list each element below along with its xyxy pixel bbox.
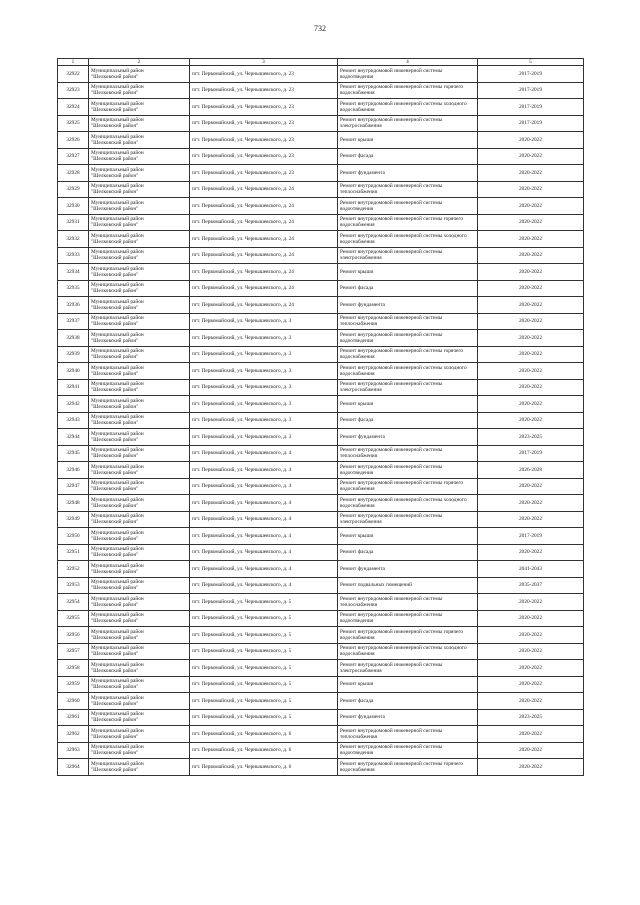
work-type-cell: Ремонт внутридомовой инженерной системы теплоснабжения	[338, 181, 478, 198]
district-cell: Муниципальный район "Шелковский район"	[89, 676, 190, 693]
address-cell: пгт. Первомайский, ул. Чернышевского, д. 5	[190, 627, 338, 644]
period-cell: 2020-2022	[478, 132, 584, 149]
period-cell: 2041-2043	[478, 561, 584, 578]
address-cell: пгт. Первомайский, ул. Чернышевского, д. 4	[190, 511, 338, 528]
period-cell: 2020-2022	[478, 346, 584, 363]
work-type-cell: Ремонт внутридомовой инженерной системы водоотведения	[338, 462, 478, 479]
district-cell: Муниципальный район "Шелковский район"	[89, 231, 190, 248]
table-row	[58, 577, 584, 594]
district-cell: Муниципальный район "Шелковский район"	[89, 148, 190, 165]
district-cell: Муниципальный район "Шелковский район"	[89, 264, 190, 281]
work-type-cell: Ремонт фасада	[338, 544, 478, 561]
address-cell: пгт. Первомайский, ул. Чернышевского, д. 4	[190, 478, 338, 495]
period-cell: 2020-2022	[478, 594, 584, 611]
table-row	[58, 363, 584, 380]
period-cell: 2020-2022	[478, 214, 584, 231]
period-cell: 2020-2022	[478, 165, 584, 182]
row-number: 32945	[58, 445, 89, 462]
period-cell: 2023-2025	[478, 709, 584, 726]
address-cell: пгт. Первомайский, ул. Чернышевского, д. 24	[190, 297, 338, 314]
period-cell: 2020-2022	[478, 231, 584, 248]
period-cell: 2020-2022	[478, 363, 584, 380]
address-cell: пгт. Первомайский, ул. Чернышевского, д. 6	[190, 726, 338, 743]
row-number: 32924	[58, 99, 89, 116]
work-type-cell: Ремонт фасада	[338, 148, 478, 165]
address-cell: пгт. Первомайский, ул. Чернышевского, д. 4	[190, 528, 338, 545]
address-cell: пгт. Первомайский, ул. Чернышевского, д. 23	[190, 132, 338, 149]
table-row	[58, 330, 584, 347]
work-type-cell: Ремонт крыши	[338, 264, 478, 281]
period-cell: 2026-2028	[478, 462, 584, 479]
column-header: 2	[89, 59, 190, 66]
row-number: 32951	[58, 544, 89, 561]
district-cell: Муниципальный район "Шелковский район"	[89, 478, 190, 495]
table-row	[58, 115, 584, 132]
address-cell: пгт. Первомайский, ул. Чернышевского, д. 3	[190, 412, 338, 429]
table-row	[58, 429, 584, 446]
period-cell: 2020-2022	[478, 676, 584, 693]
work-type-cell: Ремонт внутридомовой инженерной системы холодного водоснабжения	[338, 363, 478, 380]
table-row	[58, 742, 584, 759]
address-cell: пгт. Первомайский, ул. Чернышевского, д. 3	[190, 346, 338, 363]
table-row	[58, 379, 584, 396]
district-cell: Муниципальный район "Шелковский район"	[89, 693, 190, 710]
row-number: 32958	[58, 660, 89, 677]
address-cell: пгт. Первомайский, ул. Чернышевского, д. 24	[190, 231, 338, 248]
table-row	[58, 462, 584, 479]
period-cell: 2020-2022	[478, 280, 584, 297]
row-number: 32931	[58, 214, 89, 231]
table-row	[58, 709, 584, 726]
table-row	[58, 313, 584, 330]
district-cell: Муниципальный район "Шелковский район"	[89, 313, 190, 330]
period-cell: 2020-2022	[478, 198, 584, 215]
work-type-cell: Ремонт подвальных помещений	[338, 577, 478, 594]
address-cell: пгт. Первомайский, ул. Чернышевского, д. 24	[190, 280, 338, 297]
period-cell: 2020-2022	[478, 379, 584, 396]
district-cell: Муниципальный район "Шелковский район"	[89, 132, 190, 149]
table-row	[58, 594, 584, 611]
table-row	[58, 726, 584, 743]
table-row	[58, 396, 584, 413]
address-cell: пгт. Первомайский, ул. Чернышевского, д. 5	[190, 594, 338, 611]
work-type-cell: Ремонт внутридомовой инженерной системы электроснабжения	[338, 511, 478, 528]
row-number: 32963	[58, 742, 89, 759]
district-cell: Муниципальный район "Шелковский район"	[89, 198, 190, 215]
district-cell: Муниципальный район "Шелковский район"	[89, 511, 190, 528]
district-cell: Муниципальный район "Шелковский район"	[89, 594, 190, 611]
work-type-cell: Ремонт внутридомовой инженерной системы электроснабжения	[338, 660, 478, 677]
table-row	[58, 181, 584, 198]
address-cell: пгт. Первомайский, ул. Чернышевского, д. 4	[190, 577, 338, 594]
column-header: 5	[478, 59, 584, 66]
period-cell: 2020-2022	[478, 627, 584, 644]
period-cell: 2020-2022	[478, 610, 584, 627]
row-number: 32948	[58, 495, 89, 512]
period-cell: 2020-2022	[478, 330, 584, 347]
address-cell: пгт. Первомайский, ул. Чернышевского, д. 6	[190, 742, 338, 759]
district-cell: Муниципальный район "Шелковский район"	[89, 115, 190, 132]
work-type-cell: Ремонт фундамента	[338, 561, 478, 578]
table-header-row	[58, 59, 584, 66]
table-row	[58, 759, 584, 776]
work-type-cell: Ремонт внутридомовой инженерной системы водоотведения	[338, 66, 478, 83]
work-type-cell: Ремонт фасада	[338, 412, 478, 429]
district-cell: Муниципальный район "Шелковский район"	[89, 247, 190, 264]
district-cell: Муниципальный район "Шелковский район"	[89, 412, 190, 429]
district-cell: Муниципальный район "Шелковский район"	[89, 544, 190, 561]
page-number: 732	[314, 24, 326, 33]
address-cell: пгт. Первомайский, ул. Чернышевского, д. 23	[190, 82, 338, 99]
row-number: 32944	[58, 429, 89, 446]
period-cell: 2020-2022	[478, 742, 584, 759]
district-cell: Муниципальный район "Шелковский район"	[89, 346, 190, 363]
table-row	[58, 148, 584, 165]
work-type-cell: Ремонт внутридомовой инженерной системы водоотведения	[338, 742, 478, 759]
address-cell: пгт. Первомайский, ул. Чернышевского, д. 4	[190, 445, 338, 462]
row-number: 32940	[58, 363, 89, 380]
table-row	[58, 99, 584, 116]
period-cell: 2020-2022	[478, 412, 584, 429]
table-row	[58, 231, 584, 248]
address-cell: пгт. Первомайский, ул. Чернышевского, д. 24	[190, 264, 338, 281]
district-cell: Муниципальный район "Шелковский район"	[89, 396, 190, 413]
column-header: 1	[58, 59, 89, 66]
row-number: 32926	[58, 132, 89, 149]
row-number: 32959	[58, 676, 89, 693]
address-cell: пгт. Первомайский, ул. Чернышевского, д. 3	[190, 429, 338, 446]
row-number: 32934	[58, 264, 89, 281]
district-cell: Муниципальный район "Шелковский район"	[89, 379, 190, 396]
period-cell: 2020-2022	[478, 148, 584, 165]
row-number: 32962	[58, 726, 89, 743]
work-type-cell: Ремонт внутридомовой инженерной системы электроснабжения	[338, 379, 478, 396]
row-number: 32942	[58, 396, 89, 413]
work-type-cell: Ремонт внутридомовой инженерной системы горячего водоснабжения	[338, 759, 478, 776]
work-type-cell: Ремонт фундамента	[338, 297, 478, 314]
row-number: 32952	[58, 561, 89, 578]
row-number: 32929	[58, 181, 89, 198]
work-type-cell: Ремонт крыши	[338, 132, 478, 149]
work-type-cell: Ремонт внутридомовой инженерной системы водоотведения	[338, 610, 478, 627]
district-cell: Муниципальный район "Шелковский район"	[89, 165, 190, 182]
address-cell: пгт. Первомайский, ул. Чернышевского, д. 4	[190, 544, 338, 561]
district-cell: Муниципальный район "Шелковский район"	[89, 214, 190, 231]
district-cell: Муниципальный район "Шелковский район"	[89, 561, 190, 578]
district-cell: Муниципальный район "Шелковский район"	[89, 66, 190, 83]
work-type-cell: Ремонт фундамента	[338, 165, 478, 182]
period-cell: 2017-2019	[478, 99, 584, 116]
period-cell: 2020-2022	[478, 660, 584, 677]
district-cell: Муниципальный район "Шелковский район"	[89, 627, 190, 644]
table-row	[58, 495, 584, 512]
row-number: 32933	[58, 247, 89, 264]
row-number: 32941	[58, 379, 89, 396]
address-cell: пгт. Первомайский, ул. Чернышевского, д. 3	[190, 330, 338, 347]
table-row	[58, 693, 584, 710]
period-cell: 2020-2022	[478, 511, 584, 528]
period-cell: 2020-2022	[478, 247, 584, 264]
row-number: 32947	[58, 478, 89, 495]
address-cell: пгт. Первомайский, ул. Чернышевского, д. 5	[190, 660, 338, 677]
row-number: 32961	[58, 709, 89, 726]
district-cell: Муниципальный район "Шелковский район"	[89, 82, 190, 99]
period-cell: 2020-2022	[478, 495, 584, 512]
table-row	[58, 544, 584, 561]
row-number: 32935	[58, 280, 89, 297]
work-type-cell: Ремонт крыши	[338, 676, 478, 693]
table-row	[58, 445, 584, 462]
address-cell: пгт. Первомайский, ул. Чернышевского, д. 24	[190, 198, 338, 215]
district-cell: Муниципальный район "Шелковский район"	[89, 429, 190, 446]
row-number: 32955	[58, 610, 89, 627]
table-row	[58, 627, 584, 644]
table-row	[58, 297, 584, 314]
work-type-cell: Ремонт внутридомовой инженерной системы холодного водоснабжения	[338, 643, 478, 660]
row-number: 32922	[58, 66, 89, 83]
row-number: 32937	[58, 313, 89, 330]
address-cell: пгт. Первомайский, ул. Чернышевского, д. 5	[190, 709, 338, 726]
row-number: 32953	[58, 577, 89, 594]
address-cell: пгт. Первомайский, ул. Чернышевского, д. 4	[190, 561, 338, 578]
row-number: 32923	[58, 82, 89, 99]
period-cell: 2017-2019	[478, 445, 584, 462]
row-number: 32930	[58, 198, 89, 215]
work-type-cell: Ремонт внутридомовой инженерной системы горячего водоснабжения	[338, 214, 478, 231]
address-cell: пгт. Первомайский, ул. Чернышевского, д. 6	[190, 759, 338, 776]
period-cell: 2023-2025	[478, 429, 584, 446]
district-cell: Муниципальный район "Шелковский район"	[89, 709, 190, 726]
district-cell: Муниципальный район "Шелковский район"	[89, 577, 190, 594]
work-type-cell: Ремонт внутридомовой инженерной системы теплоснабжения	[338, 726, 478, 743]
address-cell: пгт. Первомайский, ул. Чернышевского, д. 23	[190, 99, 338, 116]
district-cell: Муниципальный район "Шелковский район"	[89, 99, 190, 116]
period-cell: 2020-2022	[478, 181, 584, 198]
work-type-cell: Ремонт внутридомовой инженерной системы теплоснабжения	[338, 594, 478, 611]
work-type-cell: Ремонт внутридомовой инженерной системы электроснабжения	[338, 247, 478, 264]
district-cell: Муниципальный район "Шелковский район"	[89, 742, 190, 759]
row-number: 32957	[58, 643, 89, 660]
work-type-cell: Ремонт внутридомовой инженерной системы холодного водоснабжения	[338, 99, 478, 116]
work-type-cell: Ремонт внутридомовой инженерной системы теплоснабжения	[338, 445, 478, 462]
table-row	[58, 165, 584, 182]
table-row	[58, 528, 584, 545]
column-header: 4	[338, 59, 478, 66]
work-type-cell: Ремонт фундамента	[338, 429, 478, 446]
district-cell: Муниципальный район "Шелковский район"	[89, 462, 190, 479]
address-cell: пгт. Первомайский, ул. Чернышевского, д. 3	[190, 379, 338, 396]
period-cell: 2020-2022	[478, 759, 584, 776]
period-cell: 2020-2022	[478, 726, 584, 743]
address-cell: пгт. Первомайский, ул. Чернышевского, д. 24	[190, 247, 338, 264]
work-type-cell: Ремонт фасада	[338, 280, 478, 297]
table-row	[58, 511, 584, 528]
address-cell: пгт. Первомайский, ул. Чернышевского, д. 5	[190, 643, 338, 660]
work-type-cell: Ремонт внутридомовой инженерной системы горячего водоснабжения	[338, 82, 478, 99]
district-cell: Муниципальный район "Шелковский район"	[89, 280, 190, 297]
work-type-cell: Ремонт внутридомовой инженерной системы холодного водоснабжения	[338, 231, 478, 248]
row-number: 32946	[58, 462, 89, 479]
table-row	[58, 412, 584, 429]
period-cell: 2020-2022	[478, 264, 584, 281]
work-type-cell: Ремонт внутридомовой инженерной системы электроснабжения	[338, 115, 478, 132]
row-number: 32928	[58, 165, 89, 182]
period-cell: 2035-2037	[478, 577, 584, 594]
address-cell: пгт. Первомайский, ул. Чернышевского, д. 5	[190, 693, 338, 710]
row-number: 32936	[58, 297, 89, 314]
period-cell: 2017-2019	[478, 115, 584, 132]
district-cell: Муниципальный район "Шелковский район"	[89, 297, 190, 314]
work-type-cell: Ремонт крыши	[338, 396, 478, 413]
address-cell: пгт. Первомайский, ул. Чернышевского, д. 23	[190, 165, 338, 182]
work-type-cell: Ремонт внутридомовой инженерной системы теплоснабжения	[338, 313, 478, 330]
table-row	[58, 676, 584, 693]
address-cell: пгт. Первомайский, ул. Чернышевского, д. 4	[190, 462, 338, 479]
table-row	[58, 66, 584, 83]
table-row	[58, 561, 584, 578]
address-cell: пгт. Первомайский, ул. Чернышевского, д. 23	[190, 115, 338, 132]
table-row	[58, 660, 584, 677]
period-cell: 2020-2022	[478, 643, 584, 660]
work-type-cell: Ремонт фундамента	[338, 709, 478, 726]
district-cell: Муниципальный район "Шелковский район"	[89, 759, 190, 776]
row-number: 32949	[58, 511, 89, 528]
table-row	[58, 247, 584, 264]
district-cell: Муниципальный район "Шелковский район"	[89, 495, 190, 512]
period-cell: 2020-2022	[478, 478, 584, 495]
table-row	[58, 132, 584, 149]
row-number: 32932	[58, 231, 89, 248]
table-row	[58, 214, 584, 231]
period-cell: 2020-2022	[478, 297, 584, 314]
address-cell: пгт. Первомайский, ул. Чернышевского, д. 23	[190, 148, 338, 165]
district-cell: Муниципальный район "Шелковский район"	[89, 660, 190, 677]
work-type-cell: Ремонт внутридомовой инженерной системы водоотведения	[338, 198, 478, 215]
row-number: 32956	[58, 627, 89, 644]
work-type-cell: Ремонт фасада	[338, 693, 478, 710]
address-cell: пгт. Первомайский, ул. Чернышевского, д. 3	[190, 396, 338, 413]
period-cell: 2020-2022	[478, 544, 584, 561]
address-cell: пгт. Первомайский, ул. Чернышевского, д. 3	[190, 313, 338, 330]
work-type-cell: Ремонт внутридомовой инженерной системы горячего водоснабжения	[338, 346, 478, 363]
work-type-cell: Ремонт крыши	[338, 528, 478, 545]
table-row	[58, 346, 584, 363]
table-row	[58, 478, 584, 495]
capital-repair-table	[57, 58, 584, 776]
period-cell: 2020-2022	[478, 396, 584, 413]
period-cell: 2017-2019	[478, 82, 584, 99]
address-cell: пгт. Первомайский, ул. Чернышевского, д. 5	[190, 676, 338, 693]
table-row	[58, 280, 584, 297]
address-cell: пгт. Первомайский, ул. Чернышевского, д. 23	[190, 66, 338, 83]
table-row	[58, 198, 584, 215]
address-cell: пгт. Первомайский, ул. Чернышевского, д. 5	[190, 610, 338, 627]
row-number: 32964	[58, 759, 89, 776]
table-row	[58, 264, 584, 281]
district-cell: Муниципальный район "Шелковский район"	[89, 643, 190, 660]
row-number: 32939	[58, 346, 89, 363]
period-cell: 2017-2019	[478, 528, 584, 545]
work-type-cell: Ремонт внутридомовой инженерной системы горячего водоснабжения	[338, 478, 478, 495]
address-cell: пгт. Первомайский, ул. Чернышевского, д. 3	[190, 363, 338, 380]
row-number: 32954	[58, 594, 89, 611]
period-cell: 2020-2022	[478, 693, 584, 710]
district-cell: Муниципальный район "Шелковский район"	[89, 726, 190, 743]
address-cell: пгт. Первомайский, ул. Чернышевского, д. 24	[190, 181, 338, 198]
district-cell: Муниципальный район "Шелковский район"	[89, 445, 190, 462]
district-cell: Муниципальный район "Шелковский район"	[89, 363, 190, 380]
row-number: 32943	[58, 412, 89, 429]
address-cell: пгт. Первомайский, ул. Чернышевского, д. 24	[190, 214, 338, 231]
row-number: 32927	[58, 148, 89, 165]
table-row	[58, 82, 584, 99]
district-cell: Муниципальный район "Шелковский район"	[89, 181, 190, 198]
row-number: 32960	[58, 693, 89, 710]
row-number: 32950	[58, 528, 89, 545]
period-cell: 2017-2019	[478, 66, 584, 83]
period-cell: 2020-2022	[478, 313, 584, 330]
work-type-cell: Ремонт внутридомовой инженерной системы холодного водоснабжения	[338, 495, 478, 512]
table-row	[58, 610, 584, 627]
work-type-cell: Ремонт внутридомовой инженерной системы водоотведения	[338, 330, 478, 347]
work-type-cell: Ремонт внутридомовой инженерной системы горячего водоснабжения	[338, 627, 478, 644]
district-cell: Муниципальный район "Шелковский район"	[89, 610, 190, 627]
column-header: 3	[190, 59, 338, 66]
address-cell: пгт. Первомайский, ул. Чернышевского, д. 4	[190, 495, 338, 512]
row-number: 32925	[58, 115, 89, 132]
table-row	[58, 643, 584, 660]
row-number: 32938	[58, 330, 89, 347]
district-cell: Муниципальный район "Шелковский район"	[89, 528, 190, 545]
district-cell: Муниципальный район "Шелковский район"	[89, 330, 190, 347]
